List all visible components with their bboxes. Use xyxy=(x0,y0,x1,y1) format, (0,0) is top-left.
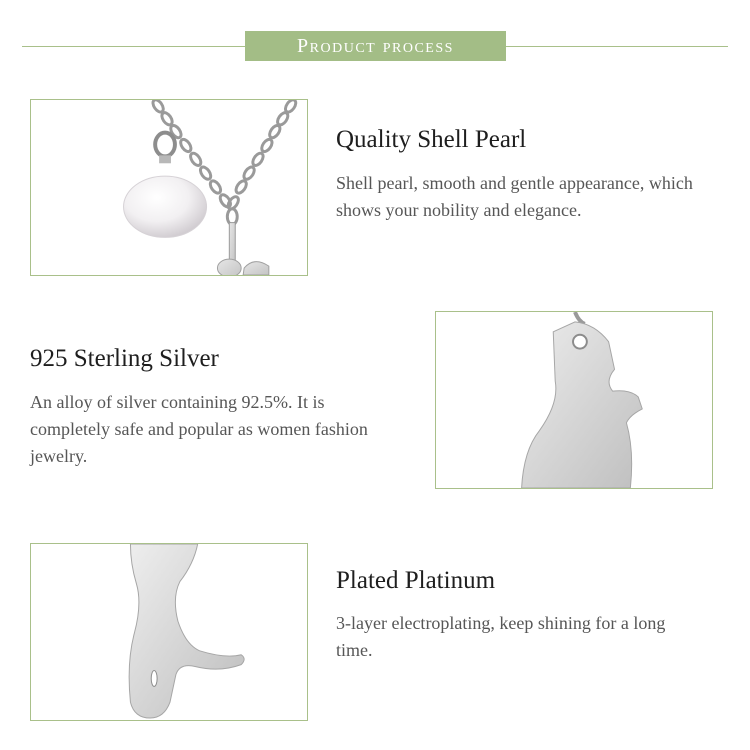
cat-tail-image xyxy=(31,544,307,720)
header-rule-left xyxy=(22,46,245,47)
pearl-image-frame xyxy=(30,99,308,276)
feature-title-sterling-silver: 925 Sterling Silver xyxy=(30,345,219,372)
header-rule-right xyxy=(506,46,728,47)
section-banner: Product process xyxy=(245,31,506,61)
feature-title-shell-pearl: Quality Shell Pearl xyxy=(336,126,527,153)
feature-desc-shell-pearl: Shell pearl, smooth and gentle appearance, which shows your nobility and elegance. xyxy=(336,173,693,220)
feature-title-plated-platinum: Plated Platinum xyxy=(336,567,496,594)
feature-desc-sterling-silver: An alloy of silver containing 92.5%. It is completely safe and popular as women fashion jewelry. xyxy=(30,392,368,466)
platinum-image-frame xyxy=(30,543,308,721)
feature-desc-plated-platinum: 3-layer electroplating, keep shining for a long time. xyxy=(336,613,666,660)
pearl-chain-image xyxy=(31,100,307,275)
cat-pendant-image xyxy=(436,312,712,488)
silver-pendant-image-frame xyxy=(435,311,713,489)
